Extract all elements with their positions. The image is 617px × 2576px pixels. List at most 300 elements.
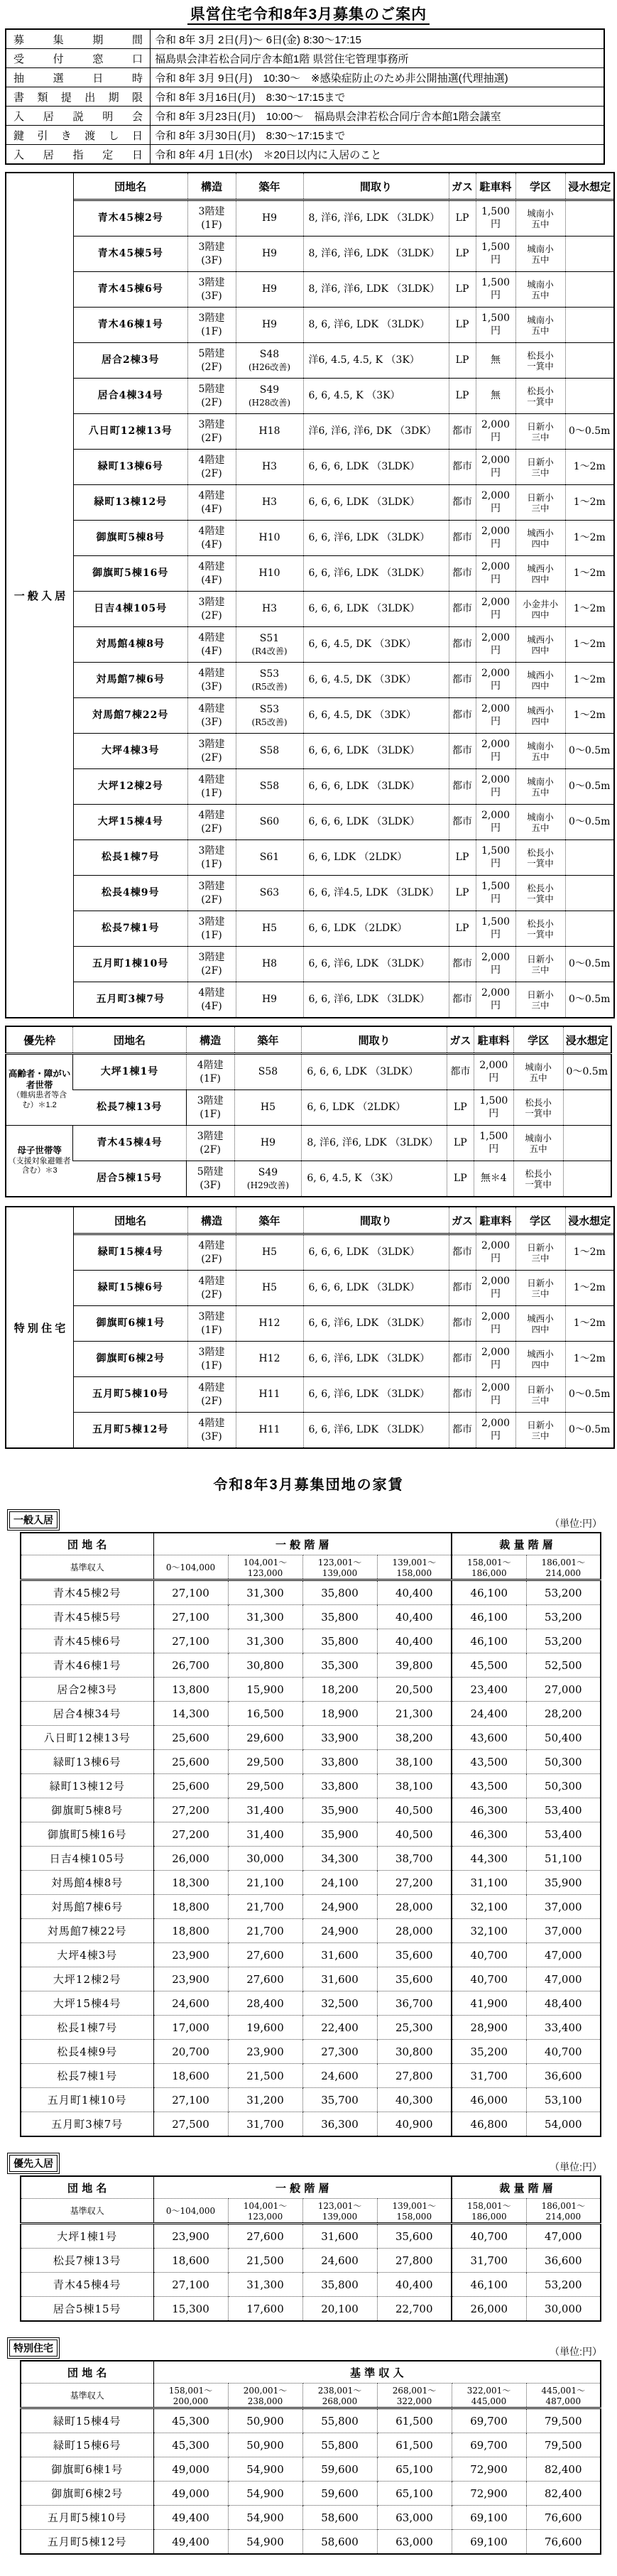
rent-row (21, 1750, 601, 1774)
rent-value: 27,100 (153, 1605, 228, 1629)
unit-flood (565, 272, 613, 308)
unit-layout: 6, 6, 6, LDK （3LDK） (303, 1234, 449, 1271)
rent-row (21, 2224, 601, 2249)
col-name: 団 地 名 (21, 1533, 153, 1555)
unit-built-year: H5 (236, 1271, 303, 1306)
income-range: 139,001～158,000 (377, 1555, 452, 1580)
rent-row (21, 1991, 601, 2016)
unit-school: 日新小 三中 (515, 1234, 565, 1271)
unit-parking: 2,000円 (476, 1413, 515, 1448)
built-year: H9 (261, 248, 278, 260)
rent-row (21, 2530, 601, 2555)
unit-built-year: S49 (H29改善) (234, 1161, 302, 1197)
rent-unit-name: 大坪1棟1号 (57, 2230, 118, 2243)
income-range: 0～104,000 (153, 2199, 228, 2224)
rent-value: 27,100 (153, 1580, 228, 1605)
school-elementary: 松長小 (527, 918, 554, 929)
school-elementary: 城南小 (527, 207, 554, 219)
built-year: S60 (259, 816, 280, 828)
rent-unit-name: 居合2棟3号 (21, 1678, 153, 1702)
unit-flood: 0～0.5m (565, 947, 613, 982)
rent-value: 65,100 (377, 2482, 452, 2506)
rent-row (21, 1919, 601, 1943)
unit-row (74, 592, 613, 627)
col-income: 基 準 収 入 (153, 2361, 601, 2384)
unit-structure (187, 911, 236, 947)
unit-layout: 8, 洋6, 洋6, LDK （3LDK） (303, 200, 449, 237)
structure-floor-no: (3F) (201, 716, 222, 728)
info-label: 抽選日時 (6, 68, 151, 87)
rent-value: 23,900 (153, 2224, 228, 2249)
unit-layout: 6, 6, 洋4.5, LDK （3LDK） (303, 876, 449, 911)
unit-name: 大坪15棟4号 (74, 805, 187, 840)
rent-value: 36,300 (302, 2112, 377, 2137)
col-built: 築年 (236, 173, 303, 200)
unit-gas: LP (447, 1090, 474, 1126)
rent-value: 46,100 (452, 1605, 526, 1629)
rent-value: 24,600 (153, 1991, 228, 2016)
unit-structure (187, 769, 236, 805)
col-school: 学区 (513, 1026, 563, 1054)
rent-value: 40,700 (452, 1967, 526, 1991)
page-title-text: 県営住宅令和8年3月募集のご案内 (187, 6, 430, 25)
unit-row (74, 485, 613, 521)
rent-special-table (20, 2360, 601, 2555)
income-range: 200,001～238,000 (228, 2384, 302, 2408)
rent-value: 24,400 (452, 1702, 526, 1726)
info-value: 令和 8年 4月 1日(水) ＊20日以内に入居のこと (151, 145, 605, 165)
rent-value: 63,000 (377, 2530, 452, 2555)
unit-structure (187, 308, 236, 343)
built-year: H9 (261, 212, 278, 224)
unit-parking: 2,000円 (476, 982, 515, 1018)
unit-gas: LP (449, 200, 476, 237)
structure-floor-no: (2F) (201, 822, 222, 835)
unit-structure: 5階建 (3F) (186, 1161, 234, 1197)
unit-flood: 1～2m (565, 1234, 613, 1271)
school-junior-high: 一箕中 (527, 893, 554, 904)
unit-header-row (74, 173, 613, 200)
structure-floors: 4階建 (198, 560, 225, 572)
rent-value: 15,300 (153, 2297, 228, 2322)
rent-value: 79,500 (526, 2408, 601, 2433)
unit-name: 青木45棟6号 (74, 272, 187, 308)
rent-value: 29,500 (228, 1750, 302, 1774)
rent-value: 25,600 (153, 1750, 228, 1774)
structure-floors: 5階建 (198, 347, 225, 359)
school-elementary: 日新小 (527, 989, 554, 1000)
priority-group-title: 高齢者・障がい者世帯 (8, 1069, 71, 1090)
unit-name: 青木45棟5号 (74, 237, 187, 272)
unit-gas: 都市 (449, 556, 476, 592)
col-name: 団 地 名 (21, 2361, 153, 2384)
rent-value: 14,300 (153, 1702, 228, 1726)
unit-layout: 6, 6, 6, LDK （3LDK） (303, 805, 449, 840)
income-range: 104,001～123,000 (228, 2199, 302, 2224)
priority-group-label (6, 1126, 73, 1197)
structure-floors: 3階建 (198, 596, 225, 608)
unit-flood: 0～0.5m (565, 1413, 613, 1448)
col-parking: 駐車料 (476, 173, 515, 200)
unit-row (74, 343, 613, 379)
rent-row (21, 1943, 601, 1967)
income-label: 基準収入 (21, 2384, 153, 2408)
rent-value: 41,900 (452, 1991, 526, 2016)
col-discretion-tier: 裁 量 階 層 (452, 1533, 601, 1555)
rent-value: 35,800 (302, 1580, 377, 1605)
unit-name: 御旗町5棟16号 (74, 556, 187, 592)
unit-row (74, 627, 613, 663)
rent-value: 55,800 (302, 2433, 377, 2457)
rent-value: 69,100 (452, 2530, 526, 2555)
unit-school (515, 663, 565, 698)
rent-value: 61,500 (377, 2433, 452, 2457)
rent-value: 26,700 (153, 1653, 228, 1678)
unit-built-year (236, 911, 303, 947)
rent-value: 26,000 (452, 2297, 526, 2322)
rent-value: 40,400 (377, 1605, 452, 1629)
unit-structure (187, 947, 236, 982)
unit-parking: 2,000円 (476, 769, 515, 805)
rent-value: 46,300 (452, 1822, 526, 1847)
rent-value: 53,400 (526, 1822, 601, 1847)
unit-parking: 2,000円 (476, 627, 515, 663)
unit-header-row (74, 1207, 613, 1234)
unit-structure: 4階建 (3F) (187, 1413, 236, 1448)
school-junior-high: 四中 (531, 644, 550, 656)
rent-value: 31,100 (452, 1871, 526, 1895)
unit-parking: 2,000円 (476, 450, 515, 485)
rent-value: 31,300 (228, 2273, 302, 2297)
unit-flood: 0～0.5m (565, 734, 613, 769)
info-row (6, 29, 604, 49)
rent-value: 20,500 (377, 1678, 452, 1702)
unit-structure (187, 556, 236, 592)
rent-value: 31,300 (228, 1605, 302, 1629)
structure-floor-no: (4F) (201, 538, 222, 550)
rent-row (21, 2506, 601, 2530)
unit-flood: 1～2m (565, 556, 613, 592)
structure-floor-no: (4F) (201, 645, 222, 657)
rent-value: 54,000 (526, 2112, 601, 2137)
unit-gas: 都市 (447, 1054, 474, 1090)
income-range: 322,001～445,000 (452, 2384, 526, 2408)
unit-layout: 6, 6, 6, LDK （3LDK） (302, 1054, 447, 1090)
income-range: 123,001～139,000 (302, 1555, 377, 1580)
school-junior-high: 三中 (531, 431, 550, 442)
rent-value: 40,900 (377, 2112, 452, 2137)
info-value: 令和 8年 3月 9日(月) 10:30～ ※感染症防止のため非公開抽選(代理抽選) (151, 68, 605, 87)
income-label: 基準収入 (21, 1555, 153, 1580)
col-general-tier: 一 般 階 層 (153, 1533, 452, 1555)
rent-row (21, 2297, 601, 2322)
rent-value: 18,800 (153, 1919, 228, 1943)
unit-structure (187, 592, 236, 627)
rent-value: 46,100 (452, 1580, 526, 1605)
unit-flood (563, 1126, 611, 1161)
priority-group-title: 母子世帯等 (17, 1145, 62, 1156)
rent-value: 23,400 (452, 1678, 526, 1702)
rent-value: 46,800 (452, 2112, 526, 2137)
rent-value: 27,100 (153, 2088, 228, 2112)
school-junior-high: 五中 (531, 822, 550, 833)
unit-parking: 2,000円 (476, 1234, 515, 1271)
unit-layout: 洋6, 洋6, 洋6, DK （3DK） (303, 414, 449, 450)
rent-value: 50,900 (228, 2433, 302, 2457)
rent-row (21, 2408, 601, 2433)
rent-value: 53,200 (526, 1629, 601, 1653)
rent-value: 40,700 (526, 2040, 601, 2064)
unit-gas: LP (449, 911, 476, 947)
unit-layout: 6, 6, 洋6, LDK （3LDK） (303, 947, 449, 982)
rent-value: 24,100 (302, 1871, 377, 1895)
rent-value: 21,500 (228, 2249, 302, 2273)
unit-layout: 6, 6, 6, LDK （3LDK） (303, 769, 449, 805)
unit-flood: 1～2m (565, 663, 613, 698)
unit-layout: 洋6, 4.5, 4.5, K （3K） (303, 343, 449, 379)
rent-unit-name: 対馬館7棟22号 (21, 1919, 153, 1943)
rent-value: 15,900 (228, 1678, 302, 1702)
rent-value: 36,600 (526, 2064, 601, 2088)
unit-layout: 8, 洋6, 洋6, LDK （3LDK） (302, 1126, 447, 1161)
unit-school: 城西小 四中 (515, 1306, 565, 1342)
structure-floor-no: (2F) (201, 361, 222, 373)
unit-gas: 都市 (449, 1271, 476, 1306)
unit-name: 緑町13棟12号 (74, 485, 187, 521)
rent-value: 33,400 (526, 2016, 601, 2040)
rent-value: 37,000 (526, 1919, 601, 1943)
unit-built-year (236, 805, 303, 840)
unit-gas: 都市 (449, 663, 476, 698)
rent-value: 40,700 (452, 1943, 526, 1967)
structure-floors: 3階建 (198, 951, 225, 963)
rent-value: 40,400 (377, 1580, 452, 1605)
unit-built-year (236, 947, 303, 982)
unit-flood: 0～0.5m (565, 1377, 613, 1413)
unit-parking: 2,000円 (476, 1377, 515, 1413)
unit-structure: 3階建 (2F) (186, 1126, 234, 1161)
rent-value: 53,400 (526, 1798, 601, 1822)
unit-name: 日吉4棟105号 (74, 592, 187, 627)
rent-value: 76,600 (526, 2506, 601, 2530)
unit-flood (563, 1161, 611, 1197)
unit-built-year: H5 (236, 1234, 303, 1271)
col-structure: 構造 (186, 1026, 234, 1054)
rent-value: 36,600 (526, 2249, 601, 2273)
school-junior-high: 一箕中 (527, 360, 554, 371)
rent-value: 54,900 (228, 2506, 302, 2530)
unit-structure (187, 734, 236, 769)
rent-value: 40,500 (377, 1798, 452, 1822)
unit-gas: 都市 (449, 1377, 476, 1413)
unit-row (74, 947, 613, 982)
rent-value: 72,900 (452, 2457, 526, 2482)
school-elementary: 松長小 (527, 847, 554, 858)
unit-row (74, 698, 613, 734)
unit-structure (187, 414, 236, 450)
unit-layout: 6, 6, 4.5, DK （3DK） (303, 663, 449, 698)
rent-value: 18,200 (302, 1678, 377, 1702)
unit-structure (187, 698, 236, 734)
info-row (6, 107, 604, 126)
built-year-note: (R5改善) (251, 681, 288, 692)
unit-built-year (236, 627, 303, 663)
rent-value: 28,200 (526, 1702, 601, 1726)
built-year: S61 (259, 852, 280, 864)
rent-unit-name: 松長7棟13号 (21, 2249, 153, 2273)
rent-row (21, 1605, 601, 1629)
unit-parking: 1,500円 (474, 1090, 513, 1126)
unit-name: 五月町3棟7号 (74, 982, 187, 1018)
rent-row (21, 2457, 601, 2482)
unit-gas: 都市 (449, 1306, 476, 1342)
rent-value: 39,800 (377, 1653, 452, 1678)
unit-built-year (236, 698, 303, 734)
rent-unit-name: 居合4棟34号 (21, 1702, 153, 1726)
unit-row (74, 237, 613, 272)
unit-flood: 1～2m (565, 450, 613, 485)
rent-row (21, 1774, 601, 1798)
rent-income-ranges-row (21, 1555, 601, 1580)
school-junior-high: 一箕中 (527, 857, 554, 869)
unit-name: 大坪1棟1号 (73, 1054, 186, 1090)
unit-row (74, 308, 613, 343)
unit-name: 居合2棟3号 (74, 343, 187, 379)
unit-row (6, 1090, 611, 1126)
rent-value: 58,600 (302, 2530, 377, 2555)
structure-floors: 3階建 (198, 241, 225, 253)
col-gas: ガス (449, 1207, 476, 1234)
rent-unit-name: 大坪4棟3号 (21, 1943, 153, 1967)
structure-floor-no: (2F) (201, 467, 222, 479)
structure-floor-no: (2F) (201, 432, 222, 444)
rent-value: 35,600 (377, 2224, 452, 2249)
rent-value: 43,600 (452, 1726, 526, 1750)
unit-flood: 0～0.5m (565, 414, 613, 450)
unit-built-year (236, 414, 303, 450)
unit-built-year (236, 769, 303, 805)
structure-floor-no: (1F) (201, 219, 222, 231)
unit-parking: 2,000円 (476, 698, 515, 734)
rent-value: 27,100 (153, 2273, 228, 2297)
unit-row (74, 1413, 613, 1448)
rent-row (21, 2016, 601, 2040)
rent-unit-name: 緑町15棟6号 (21, 2433, 153, 2457)
rent-value: 31,700 (452, 2064, 526, 2088)
rent-value: 28,000 (377, 1919, 452, 1943)
rent-value: 17,600 (228, 2297, 302, 2322)
built-year: H8 (261, 958, 278, 970)
structure-floors: 3階建 (198, 915, 225, 928)
unit-parking: 2,000円 (474, 1054, 513, 1090)
unit-built-year (236, 734, 303, 769)
unit-structure (187, 663, 236, 698)
unit-built-year (236, 272, 303, 308)
rent-special-header (7, 2337, 602, 2359)
rent-value: 27,200 (153, 1798, 228, 1822)
info-row (6, 68, 604, 87)
unit-school (515, 982, 565, 1018)
unit-parking: 2,000円 (476, 592, 515, 627)
unit-row (74, 450, 613, 485)
rent-row (21, 2433, 601, 2457)
rent-value: 69,100 (452, 2506, 526, 2530)
info-label: 募集期間 (6, 29, 151, 49)
rent-value: 35,900 (302, 1822, 377, 1847)
col-built: 築年 (234, 1026, 302, 1054)
unit-row (74, 1306, 613, 1342)
rent-value: 35,900 (526, 1871, 601, 1895)
unit-flood (565, 200, 613, 237)
income-range: 186,001～214,000 (526, 2199, 601, 2224)
rent-value: 76,600 (526, 2530, 601, 2555)
rent-value: 31,600 (302, 1967, 377, 1991)
unit-name: 五月町5棟10号 (74, 1377, 187, 1413)
unit-name: 対馬館4棟8号 (74, 627, 187, 663)
unit-name: 御旗町5棟8号 (74, 521, 187, 556)
unit-flood: 0～0.5m (565, 769, 613, 805)
rent-row (21, 1678, 601, 1702)
structure-floors: 4階建 (198, 809, 225, 821)
school-elementary: 松長小 (527, 385, 554, 396)
unit-school (515, 237, 565, 272)
info-row (6, 49, 604, 68)
rent-row (21, 1580, 601, 1605)
rent-value: 45,300 (153, 2408, 228, 2433)
income-range: 123,001～139,000 (302, 2199, 377, 2224)
unit-parking: 1,500円 (476, 200, 515, 237)
school-elementary: 城西小 (527, 527, 554, 538)
rent-unit-name: 五月町5棟10号 (21, 2506, 153, 2530)
school-elementary: 日新小 (527, 953, 554, 964)
rent-value: 72,900 (452, 2482, 526, 2506)
unit-row (74, 734, 613, 769)
unit-school (515, 343, 565, 379)
info-value: 令和 8年 3月 2日(月)～ 6日(金) 8:30～17:15 (155, 33, 361, 46)
unit-built-year (236, 343, 303, 379)
unit-layout: 6, 6, LDK （2LDK） (303, 840, 449, 876)
built-year: H10 (258, 567, 280, 580)
unit-school (515, 556, 565, 592)
unit-gas: LP (449, 876, 476, 911)
rent-unit-name: 五月町3棟7号 (21, 2112, 153, 2137)
rent-unit-name: 松長4棟9号 (21, 2040, 153, 2064)
unit-gas: LP (449, 272, 476, 308)
rent-value: 37,000 (526, 1895, 601, 1919)
school-junior-high: 三中 (531, 502, 550, 513)
rent-income-ranges-row (21, 2199, 601, 2224)
col-discretion-tier: 裁 量 階 層 (452, 2176, 601, 2199)
income-range: 268,001～322,000 (377, 2384, 452, 2408)
rent-value: 43,500 (452, 1774, 526, 1798)
structure-floors: 4階建 (198, 525, 225, 537)
rent-value: 49,000 (153, 2482, 228, 2506)
rent-unit-name: 緑町15棟4号 (53, 2415, 121, 2428)
unit-layout: 6, 6, LDK （2LDK） (302, 1090, 447, 1126)
info-value: 令和 8年 3月30日(月) 8:30～17:15まで (151, 126, 605, 145)
rent-row (21, 1629, 601, 1653)
built-year-note: (H28改善) (248, 397, 291, 408)
structure-floors: 5階建 (198, 383, 225, 395)
rent-value: 43,500 (452, 1750, 526, 1774)
rent-unit-name: 対馬館4棟8号 (21, 1871, 153, 1895)
rent-value: 32,500 (302, 1991, 377, 2016)
unit-row (74, 556, 613, 592)
unit-row (74, 1342, 613, 1377)
unit-layout: 6, 6, 4.5, DK （3DK） (303, 698, 449, 734)
rent-value: 40,300 (377, 2088, 452, 2112)
unit-gas: LP (449, 840, 476, 876)
